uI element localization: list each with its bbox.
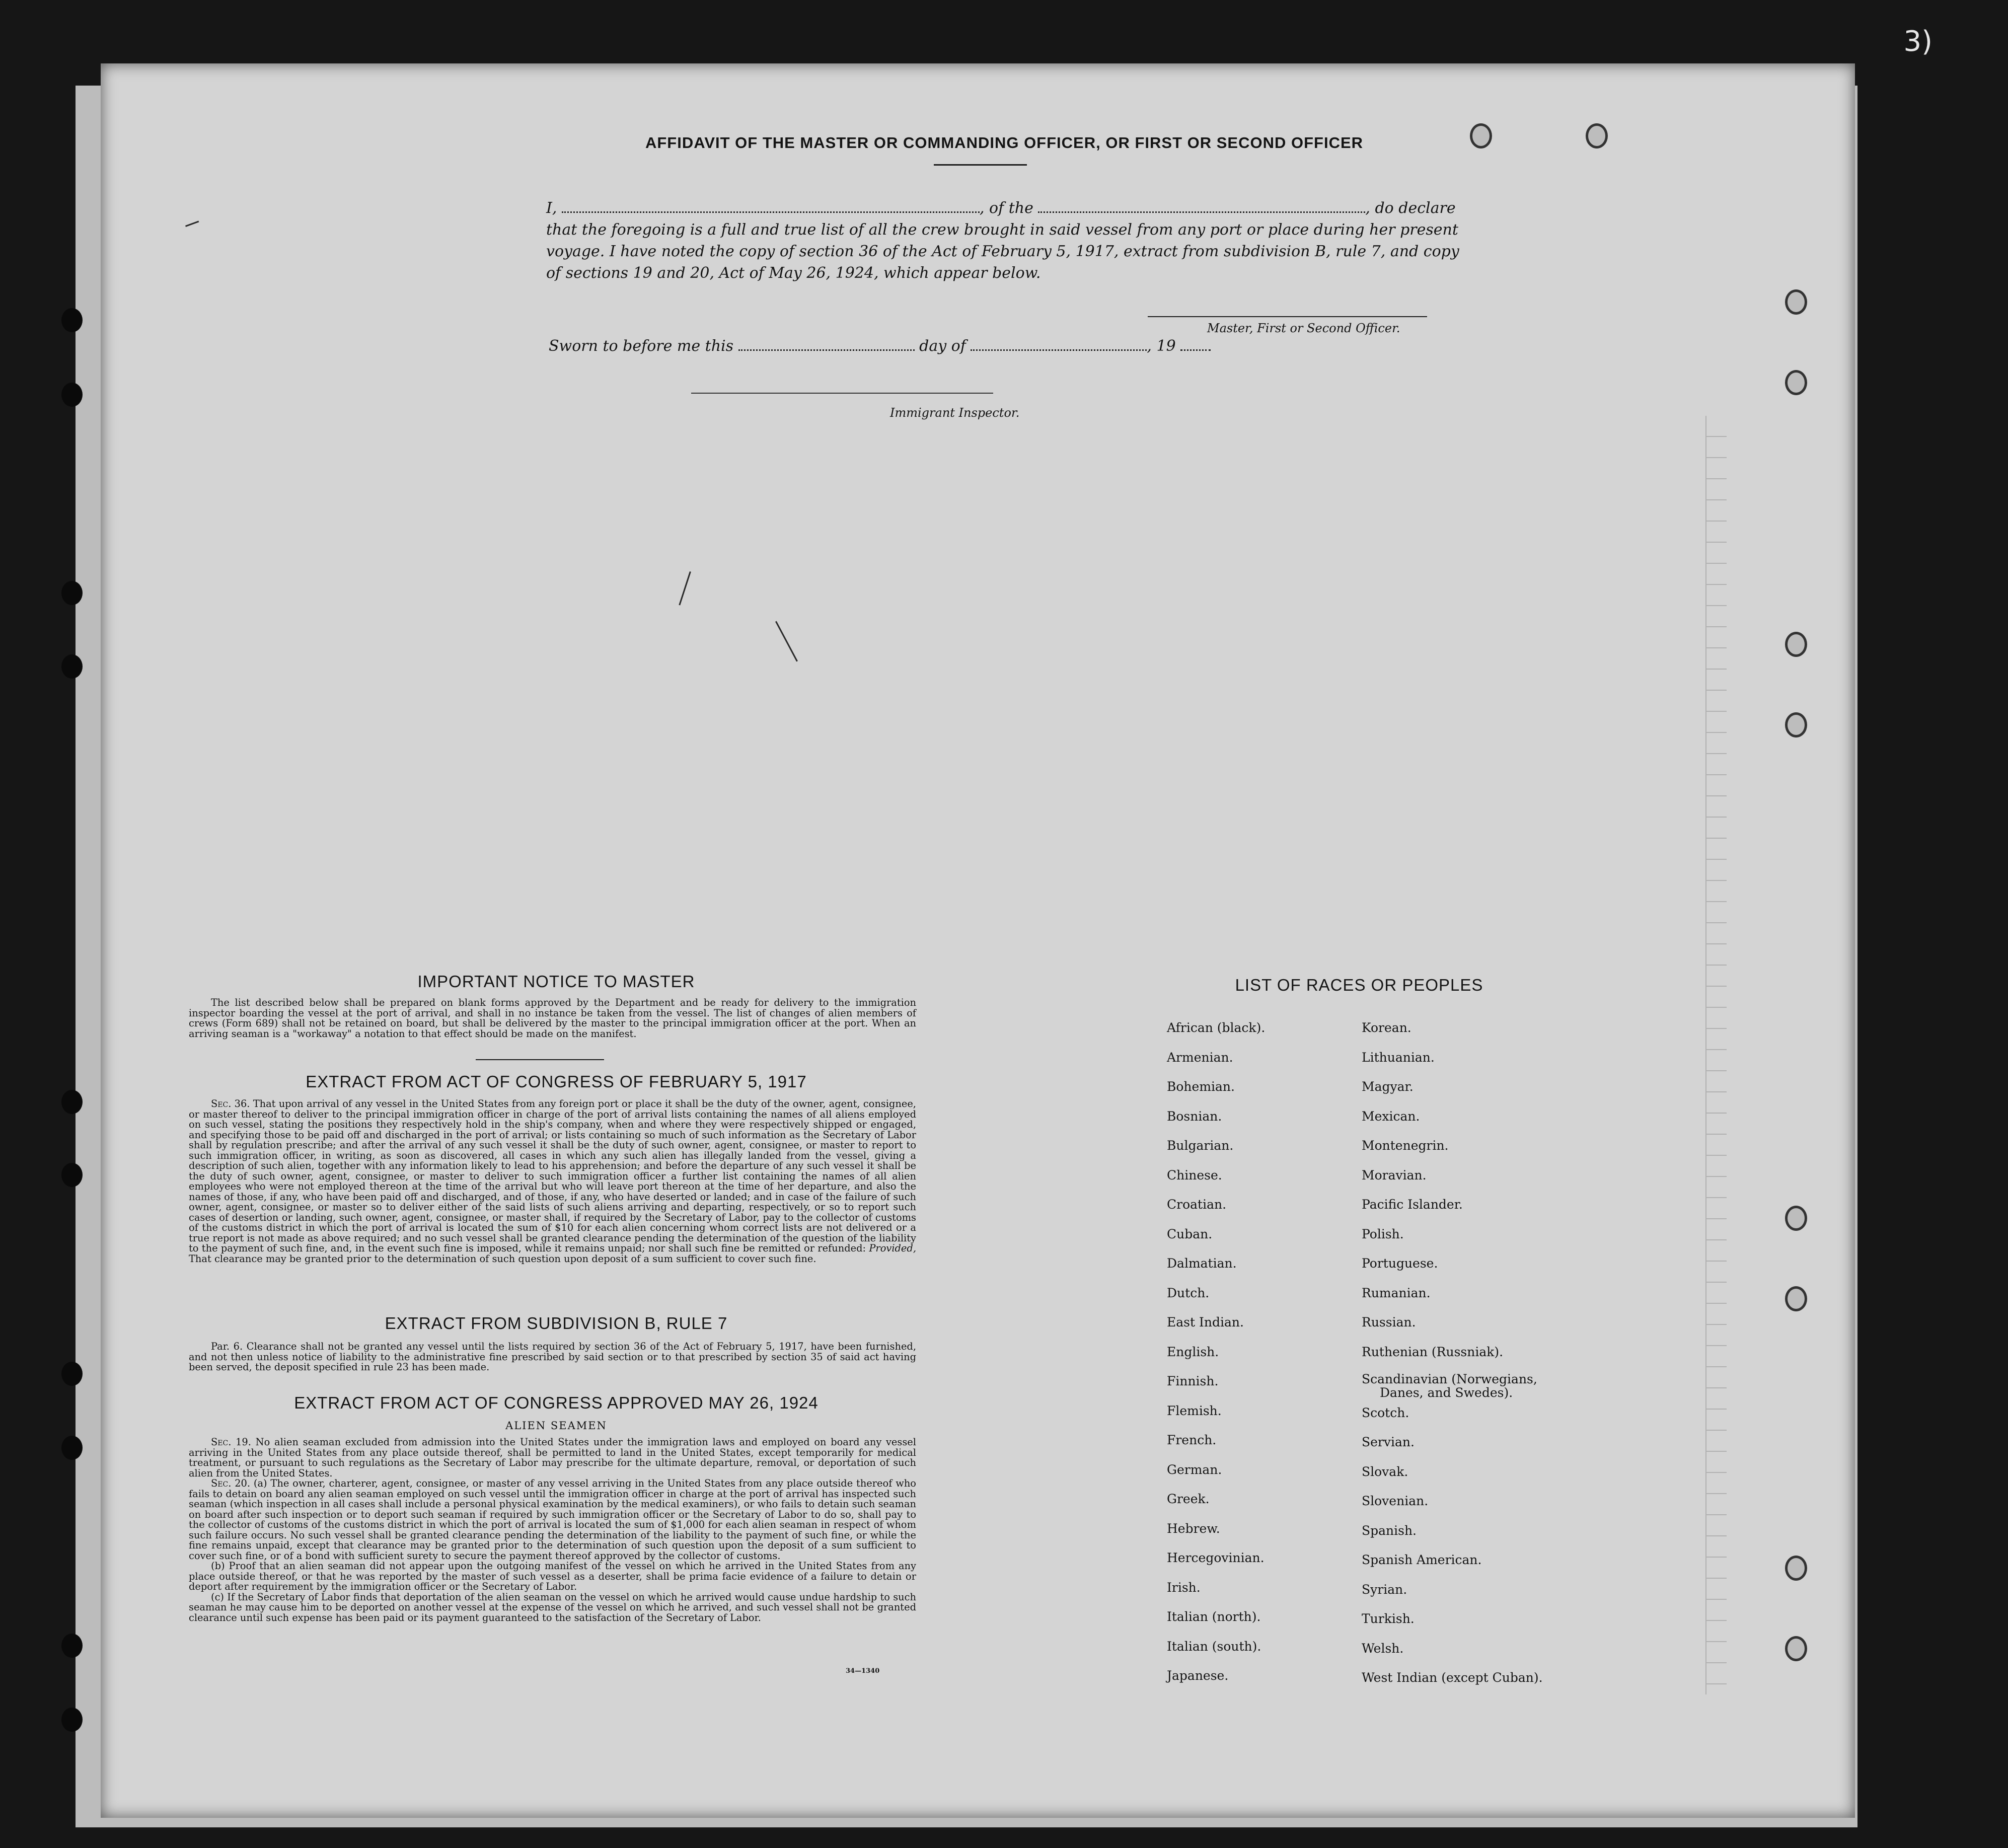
race-item: Scandinavian (Norwegians, Danes, and Swedes). xyxy=(1362,1370,1543,1402)
race-item: Turkish. xyxy=(1362,1611,1415,1626)
inspector-signature-line[interactable] xyxy=(691,393,993,394)
sworn-prefix: Sworn to before me this xyxy=(549,337,734,355)
declarant-name-field[interactable] xyxy=(562,201,980,213)
declarant-prefix: I, xyxy=(546,199,557,217)
title-divider xyxy=(934,164,1027,166)
binder-hole xyxy=(61,581,83,605)
extract-1924-title: EXTRACT FROM ACT OF CONGRESS APPROVED MAY 26, 1924 xyxy=(294,1393,819,1412)
alien-seamen-subtitle: ALIEN SEAMEN xyxy=(505,1420,607,1432)
binder-hole xyxy=(61,1163,83,1187)
notice-title: IMPORTANT NOTICE TO MASTER xyxy=(417,972,695,991)
binder-hole xyxy=(61,654,83,679)
race-item-continuation: Danes, and Swedes). xyxy=(1380,1385,1513,1400)
binder-hole xyxy=(61,1436,83,1460)
master-signature-line[interactable] xyxy=(1148,316,1427,317)
binder-hole xyxy=(61,1090,83,1114)
punch-ring xyxy=(1785,632,1807,657)
race-item: Servian. xyxy=(1362,1435,1415,1449)
punch-ring xyxy=(1785,1556,1807,1581)
race-item: Polish. xyxy=(1362,1226,1404,1241)
binder-hole xyxy=(61,1708,83,1732)
declaration-line-2: that the foregoing is a full and true list of all the crew brought in said vessel from any port or place during her present xyxy=(546,221,1458,239)
race-item: Syrian. xyxy=(1362,1582,1407,1597)
declaration-line-4: of sections 19 and 20, Act of May 26, 1924, which appear below. xyxy=(546,264,1041,282)
notice-text: The list described below shall be prepared on blank forms approved by the Department and be ready for delivery to the immigration inspector boarding the vessel at the port of arrival, and shall in no instance be taken from the vessel. The list of changes of alien members of crews (Form 689) shall not be retained on board, but shall be delivered by the master to the principal immigration officer at the port. When an arriving seaman is a "workaway" a notation to that effect should be made on the manifest. xyxy=(189,997,916,1040)
race-item: Lithuanian. xyxy=(1362,1050,1435,1065)
day-of-label: day of xyxy=(919,337,966,355)
race-item: German. xyxy=(1167,1462,1222,1477)
declare-suffix: , do declare xyxy=(1365,199,1456,217)
race-item: Finnish. xyxy=(1167,1374,1219,1388)
race-item: Bohemian. xyxy=(1167,1079,1235,1094)
race-item: Armenian. xyxy=(1167,1050,1233,1065)
sworn-line xyxy=(549,337,1211,355)
race-item: Portuguese. xyxy=(1362,1256,1438,1271)
punch-ring xyxy=(1785,1286,1807,1311)
extract-rule7-title: EXTRACT FROM SUBDIVISION B, RULE 7 xyxy=(385,1314,728,1333)
race-item: Cuban. xyxy=(1167,1226,1213,1241)
race-item: Italian (north). xyxy=(1167,1609,1261,1624)
race-item: Dalmatian. xyxy=(1167,1256,1237,1271)
punch-ring xyxy=(1586,123,1608,149)
affidavit-title: AFFIDAVIT OF THE MASTER OR COMMANDING OFFICER, OR FIRST OR SECOND OFFICER xyxy=(645,134,1364,152)
form-number: 34—1340 xyxy=(846,1667,880,1675)
race-item: Italian (south). xyxy=(1167,1639,1261,1654)
races-left-column xyxy=(1167,1017,1265,1694)
sworn-month-field[interactable] xyxy=(971,339,1147,351)
race-item: Korean. xyxy=(1362,1020,1411,1035)
race-item: Moravian. xyxy=(1362,1167,1427,1182)
race-item: French. xyxy=(1167,1433,1217,1447)
race-item: Hebrew. xyxy=(1167,1521,1220,1536)
race-item: Spanish American. xyxy=(1362,1553,1482,1567)
ruled-margin-strip xyxy=(1705,416,1727,1694)
race-item: Slovak. xyxy=(1362,1464,1408,1479)
race-item: English. xyxy=(1167,1344,1219,1359)
punch-ring xyxy=(1470,123,1492,149)
race-item: Flemish. xyxy=(1167,1403,1222,1418)
extract-1917-title: EXTRACT FROM ACT OF CONGRESS OF FEBRUARY 5, 1917 xyxy=(306,1072,807,1091)
race-item: Greek. xyxy=(1167,1492,1210,1506)
race-item: West Indian (except Cuban). xyxy=(1362,1670,1543,1685)
extract-1917-text: Sec. 36. That upon arrival of any vessel in the United States from any foreign port or place it shall be the duty of the owner, agent, consignee, or master thereof to deliver to the principal immigration officer in charge of the port of arrival lists containing the names of all aliens employed on such vessel, stating the positions they respectively hold in the ship's company, when and where they were respectively shipped or engaged, and specifying those to be paid off and discharged in the port of arrival; or lists containing so much of such information as the Secretary of Labor shall by regulation prescribe; and after the arrival of any such vessel it shall be the duty of such owner, agent, consignee, or master to report to such immigration officer, in writing, as soon as discovered, all cases in which any such alien has illegally landed from the vessel, giving a description of such alien, together with any information likely to lead to his apprehension; and before the departure of any such vessel it shall be the duty of such owner, agent, consignee, or master to deliver to such immigration officer a further list containing the names of all alien employees who were not employed thereon at the time of the arrival but who will leave port thereon at the time of her departure, and also the names of those, if any, who have been paid off and discharged, and of those, if any, who have deserted or landed; and in case of the failure of such owner, agent, consignee, or master so to deliver either of the said lists of such aliens arriving and departing, respectively, or so to report such cases of desertion or landing, such owner, agent, consignee, or master shall, if required by the Secretary of Labor, pay to the collector of customs of the customs district in which the port of arrival is located the sum of $10 for each alien concerning whom correct lists are not delivered or a true report is not made as above required; and no such vessel shall be granted clearance pending the determination of the question of the liability to the payment of such fine, and, in the event such fine is imposed, while it remains unpaid; nor shall such fine be remitted or refunded: Provided, That clearance may be granted prior to the determination of such question upon deposit of a sum sufficient to cover such fine. xyxy=(189,1098,916,1265)
race-item: Irish. xyxy=(1167,1580,1201,1595)
race-item: Pacific Islander. xyxy=(1362,1197,1463,1212)
sworn-day-field[interactable] xyxy=(738,339,915,351)
declaration-line-3: voyage. I have noted the copy of section 36 of the Act of February 5, 1917, extract from subdivision B, rule 7, and copy xyxy=(546,243,1459,260)
binder-hole xyxy=(61,308,83,332)
race-item: Russian. xyxy=(1362,1315,1416,1329)
sworn-year-field[interactable] xyxy=(1180,339,1211,351)
affidavit-declaration xyxy=(546,197,1462,284)
races-title: LIST OF RACES OR PEOPLES xyxy=(1235,976,1483,994)
extract-rule7-text: Par. 6. Clearance shall not be granted any vessel until the lists required by section 36 of the Act of February 5, 1917, have been furnished, and not then unless notice of liability to the administrative fine prescribed by said section or to that prescribed by section 35 of said act having been served, the deposit specified in rule 23 has been made. xyxy=(189,1341,916,1373)
year-prefix: , 19 xyxy=(1147,337,1176,355)
race-item: Magyar. xyxy=(1362,1079,1414,1094)
punch-ring xyxy=(1785,712,1807,737)
master-signature-label: Master, First or Second Officer. xyxy=(1207,321,1400,335)
punch-ring xyxy=(1785,289,1807,315)
extract-1924-text: Sec. 19. No alien seaman excluded from admission into the United States under the immigration laws and employed on board any vessel arriving in the United States from any place outside thereof, shall be permitted to land in the United States, except temporarily for medical treatment, or pursuant to such regulations as the Secretary of Labor may prescribe for the ultimate departure, removal, or deportation of such alien from the United States. Sec. 20. (a) The owner, charterer, agent, consignee, or master of any vessel arriving in the United States from any place outside thereof who fails to detain on board any alien seaman employed on such vessel until the immigration officer in charge at the port of arrival has inspected such seaman (which inspection in all cases shall include a personal physical examination by the medical examiners), or who fails to detain such seaman on board after such inspection or to deport such seaman if required by such immigration officer or the Secretary of Labor to do so, shall pay to the collector of customs of the customs district in which the port of arrival is located the sum of $1,000 for each alien seaman in respect of whom such failure occurs. No such vessel shall be granted clearance pending the determination of the liability to the payment of such fine, or while the fine remains unpaid, except that clearance may be granted prior to the determination of such question upon the deposit of a sum sufficient to cover such fine, or of a bond with sufficient surety to secure the payment thereof approved by the collector of customs. (b) Proof that an alien seaman did not appear upon the outgoing manifest of the vessel on which he arrived in the United States from any place outside thereof, or that he was reported by the master of such vessel as a deserter, shall be prima facie evidence of a failure to detain or deport after requirement by the immigration officer or the Secretary of Labor. (c) If the Secretary of Labor finds that deportation of the alien seaman on the vessel on which he arrived would cause undue hardship to such seaman he may cause him to be deported on another vessel at the expense of the vessel on which he arrived, and such vessel shall not be granted clearance until such expense has been paid or its payment guaranteed to the satisfaction of the Secretary of Labor. xyxy=(189,1436,916,1623)
vessel-name-field[interactable] xyxy=(1038,201,1365,213)
binder-hole xyxy=(61,383,83,407)
race-item: African (black). xyxy=(1167,1020,1266,1035)
page-marker: 3) xyxy=(1903,25,1932,58)
race-item: Dutch. xyxy=(1167,1285,1210,1300)
race-item: Bosnian. xyxy=(1167,1108,1222,1124)
race-item: Slovenian. xyxy=(1362,1494,1429,1508)
vessel-prefix: , of the xyxy=(979,199,1033,217)
race-item: Ruthenian (Russniak). xyxy=(1362,1344,1504,1359)
binder-hole xyxy=(61,1362,83,1386)
race-item: Mexican. xyxy=(1362,1108,1420,1124)
race-item: Spanish. xyxy=(1362,1523,1417,1538)
punch-ring xyxy=(1785,370,1807,395)
race-item: Scotch. xyxy=(1362,1405,1409,1420)
races-right-column xyxy=(1362,1017,1543,1696)
section-divider xyxy=(476,1059,604,1060)
inspector-label: Immigrant Inspector. xyxy=(890,406,1020,420)
punch-ring xyxy=(1785,1636,1807,1661)
binder-hole xyxy=(61,1634,83,1658)
punch-ring xyxy=(1785,1206,1807,1231)
race-item: Croatian. xyxy=(1167,1197,1227,1212)
race-item: Hercegovinian. xyxy=(1167,1550,1265,1565)
race-item: Rumanian. xyxy=(1362,1285,1431,1300)
race-item: Welsh. xyxy=(1362,1641,1404,1656)
race-item: Chinese. xyxy=(1167,1167,1222,1182)
race-item: Japanese. xyxy=(1167,1668,1229,1683)
race-item: Bulgarian. xyxy=(1167,1138,1234,1153)
race-item: East Indian. xyxy=(1167,1315,1244,1329)
race-item: Montenegrin. xyxy=(1362,1138,1449,1153)
